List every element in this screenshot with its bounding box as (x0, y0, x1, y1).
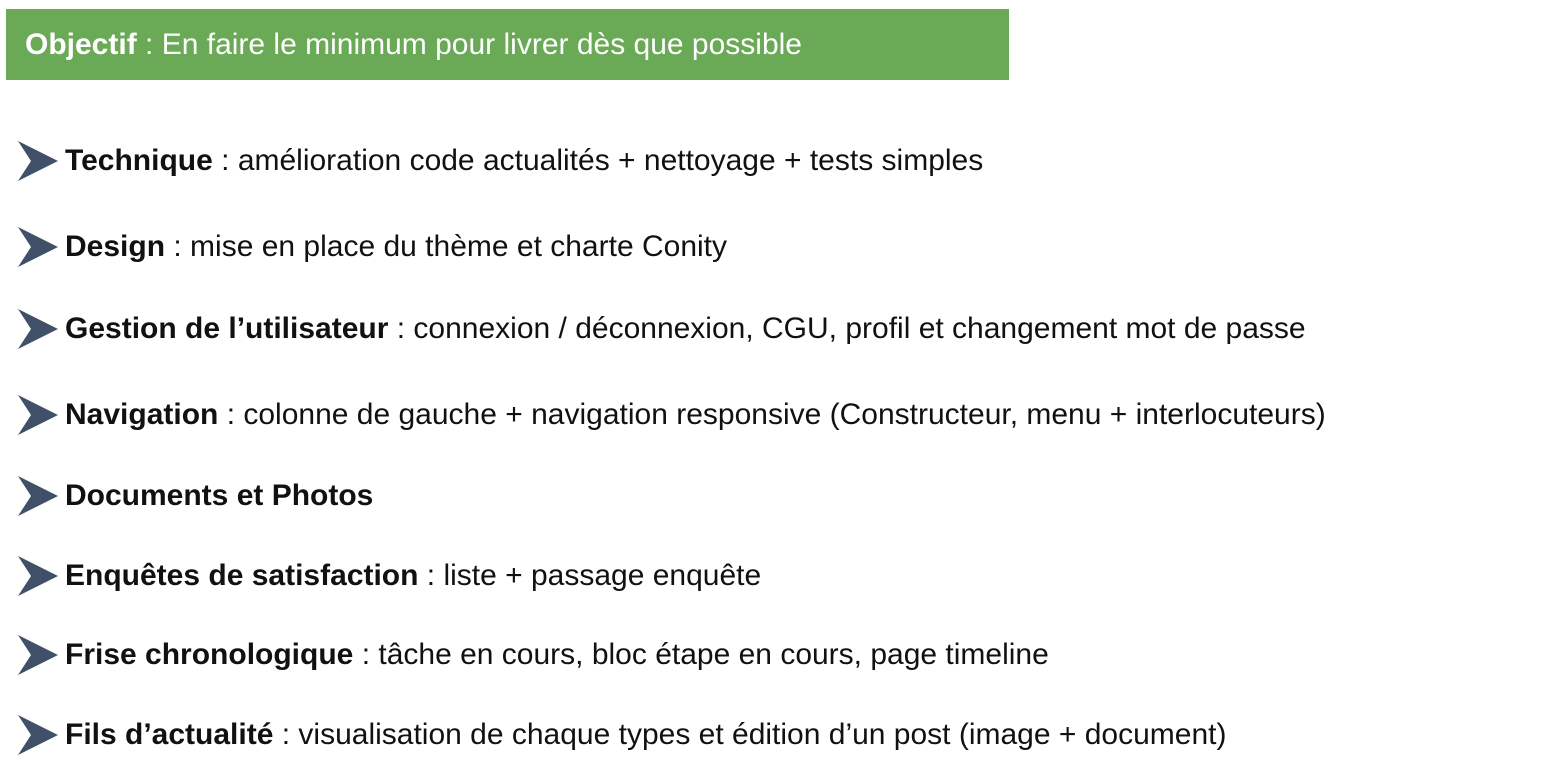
item-name: Fils d’actualité (65, 718, 274, 751)
item-name: Navigation (65, 398, 219, 431)
item-separator: : (212, 144, 238, 177)
item-description: connexion / déconnexion, CGU, profil et changement mot de passe (413, 312, 1306, 345)
item-separator: : (165, 230, 191, 263)
item-name: Technique (65, 144, 213, 177)
chevron-arrow-icon (18, 635, 58, 675)
item-separator: : (353, 638, 379, 671)
objective-banner (6, 9, 1009, 80)
item-separator: : (388, 312, 414, 345)
chevron-arrow-icon (18, 715, 58, 755)
list-item-frise (18, 633, 1049, 677)
list-item-design (18, 225, 727, 269)
chevron-arrow-icon (18, 476, 58, 516)
item-name: Documents et Photos (65, 479, 374, 512)
item-description: mise en place du thème et charte Conity (190, 230, 727, 263)
item-name: Frise chronologique (65, 638, 354, 671)
objective-text: En faire le minimum pour livrer dès que possible (161, 27, 802, 61)
item-description: tâche en cours, bloc étape en cours, page timeline (378, 638, 1049, 671)
list-item-documents-photos (18, 474, 373, 518)
item-separator: : (418, 559, 444, 592)
item-name: Enquêtes de satisfaction (65, 559, 419, 592)
item-description: colonne de gauche + navigation responsive (Constructeur, menu + interlocuteurs) (243, 398, 1326, 431)
list-item-enquetes (18, 554, 761, 598)
chevron-arrow-icon (18, 227, 58, 267)
item-description: liste + passage enquête (443, 559, 762, 592)
item-description: visualisation de chaque types et édition d’un post (image + document) (298, 718, 1227, 751)
chevron-arrow-icon (18, 395, 58, 435)
item-separator: : (218, 398, 244, 431)
item-separator: : (273, 718, 299, 751)
item-name: Design (65, 230, 166, 263)
list-item-navigation (18, 393, 1326, 437)
item-description: amélioration code actualités + nettoyage + tests simples (237, 144, 984, 177)
list-item-gestion-utilisateur (18, 307, 1306, 351)
objective-label: Objectif (25, 27, 137, 61)
chevron-arrow-icon (18, 556, 58, 596)
list-item-technique (18, 139, 983, 183)
objective-separator: : (136, 27, 162, 61)
chevron-arrow-icon (18, 309, 58, 349)
list-item-fils-actualite (18, 713, 1226, 757)
item-name: Gestion de l’utilisateur (65, 312, 389, 345)
chevron-arrow-icon (18, 141, 58, 181)
